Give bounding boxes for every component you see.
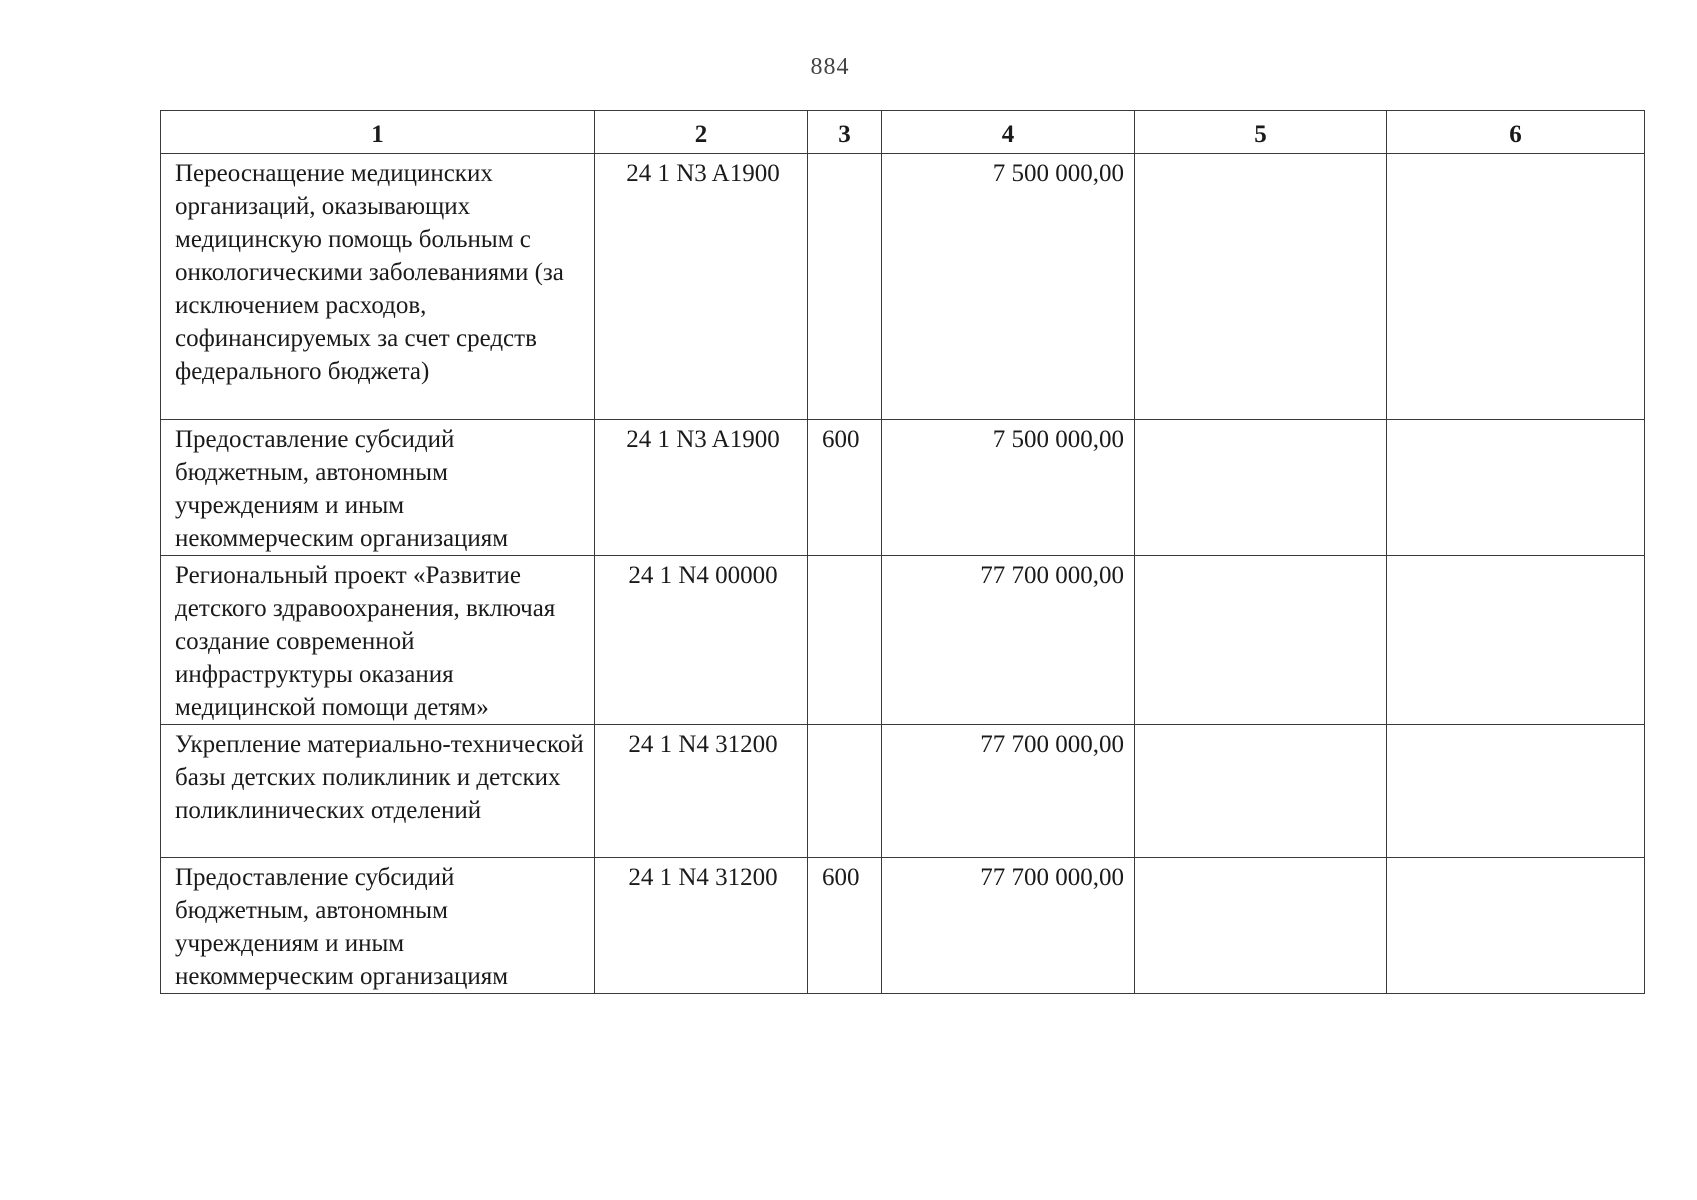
row-type: 600 [808,858,882,994]
row-col5 [1135,154,1387,420]
row-col5 [1135,725,1387,858]
row-sum: 77 700 000,00 [882,725,1135,858]
table-body [161,154,1645,994]
row-code: 24 1 N4 31200 [595,725,808,858]
row-type [808,725,882,858]
header-col-1: 1 [161,111,595,154]
header-row [161,111,1645,154]
row-code: 24 1 N4 00000 [595,556,808,725]
row-col5 [1135,858,1387,994]
row-code: 24 1 N4 31200 [595,858,808,994]
header-col-6: 6 [1387,111,1645,154]
row-sum: 77 700 000,00 [882,556,1135,725]
table-row [161,556,1645,725]
row-sum: 7 500 000,00 [882,420,1135,556]
row-name: Предоставление субсидий бюджетным, автономным учреждениям и иным некоммерческим организациям [161,858,595,994]
row-type [808,154,882,420]
header-col-5: 5 [1135,111,1387,154]
table-header [161,111,1645,154]
table-row [161,858,1645,994]
row-col6 [1387,420,1645,556]
table-row [161,154,1645,420]
header-col-4: 4 [882,111,1135,154]
row-col5 [1135,556,1387,725]
row-name: Переоснащение медицинских организаций, оказывающих медицинскую помощь больным с онкологическими заболеваниями (за исключением расходов, софинансируемых за счет средств федерального бюджета) [161,154,595,420]
header-col-2: 2 [595,111,808,154]
row-name: Региональный проект «Развитие детского здравоохранения, включая создание современной инфраструктуры оказания медицинской помощи детям» [161,556,595,725]
table-row [161,420,1645,556]
row-col6 [1387,154,1645,420]
row-col6 [1387,556,1645,725]
page-number: 884 [810,54,850,80]
header-col-3: 3 [808,111,882,154]
row-col6 [1387,858,1645,994]
row-code: 24 1 N3 A1900 [595,154,808,420]
row-type: 600 [808,420,882,556]
row-name: Укрепление материально-технической базы детских поликлиник и детских поликлинических отделений [161,725,595,858]
budget-table [160,110,1645,994]
row-col5 [1135,420,1387,556]
row-name: Предоставление субсидий бюджетным, автономным учреждениям и иным некоммерческим организациям [161,420,595,556]
row-col6 [1387,725,1645,858]
row-sum: 77 700 000,00 [882,858,1135,994]
table-row [161,725,1645,858]
row-code: 24 1 N3 A1900 [595,420,808,556]
row-sum: 7 500 000,00 [882,154,1135,420]
row-type [808,556,882,725]
